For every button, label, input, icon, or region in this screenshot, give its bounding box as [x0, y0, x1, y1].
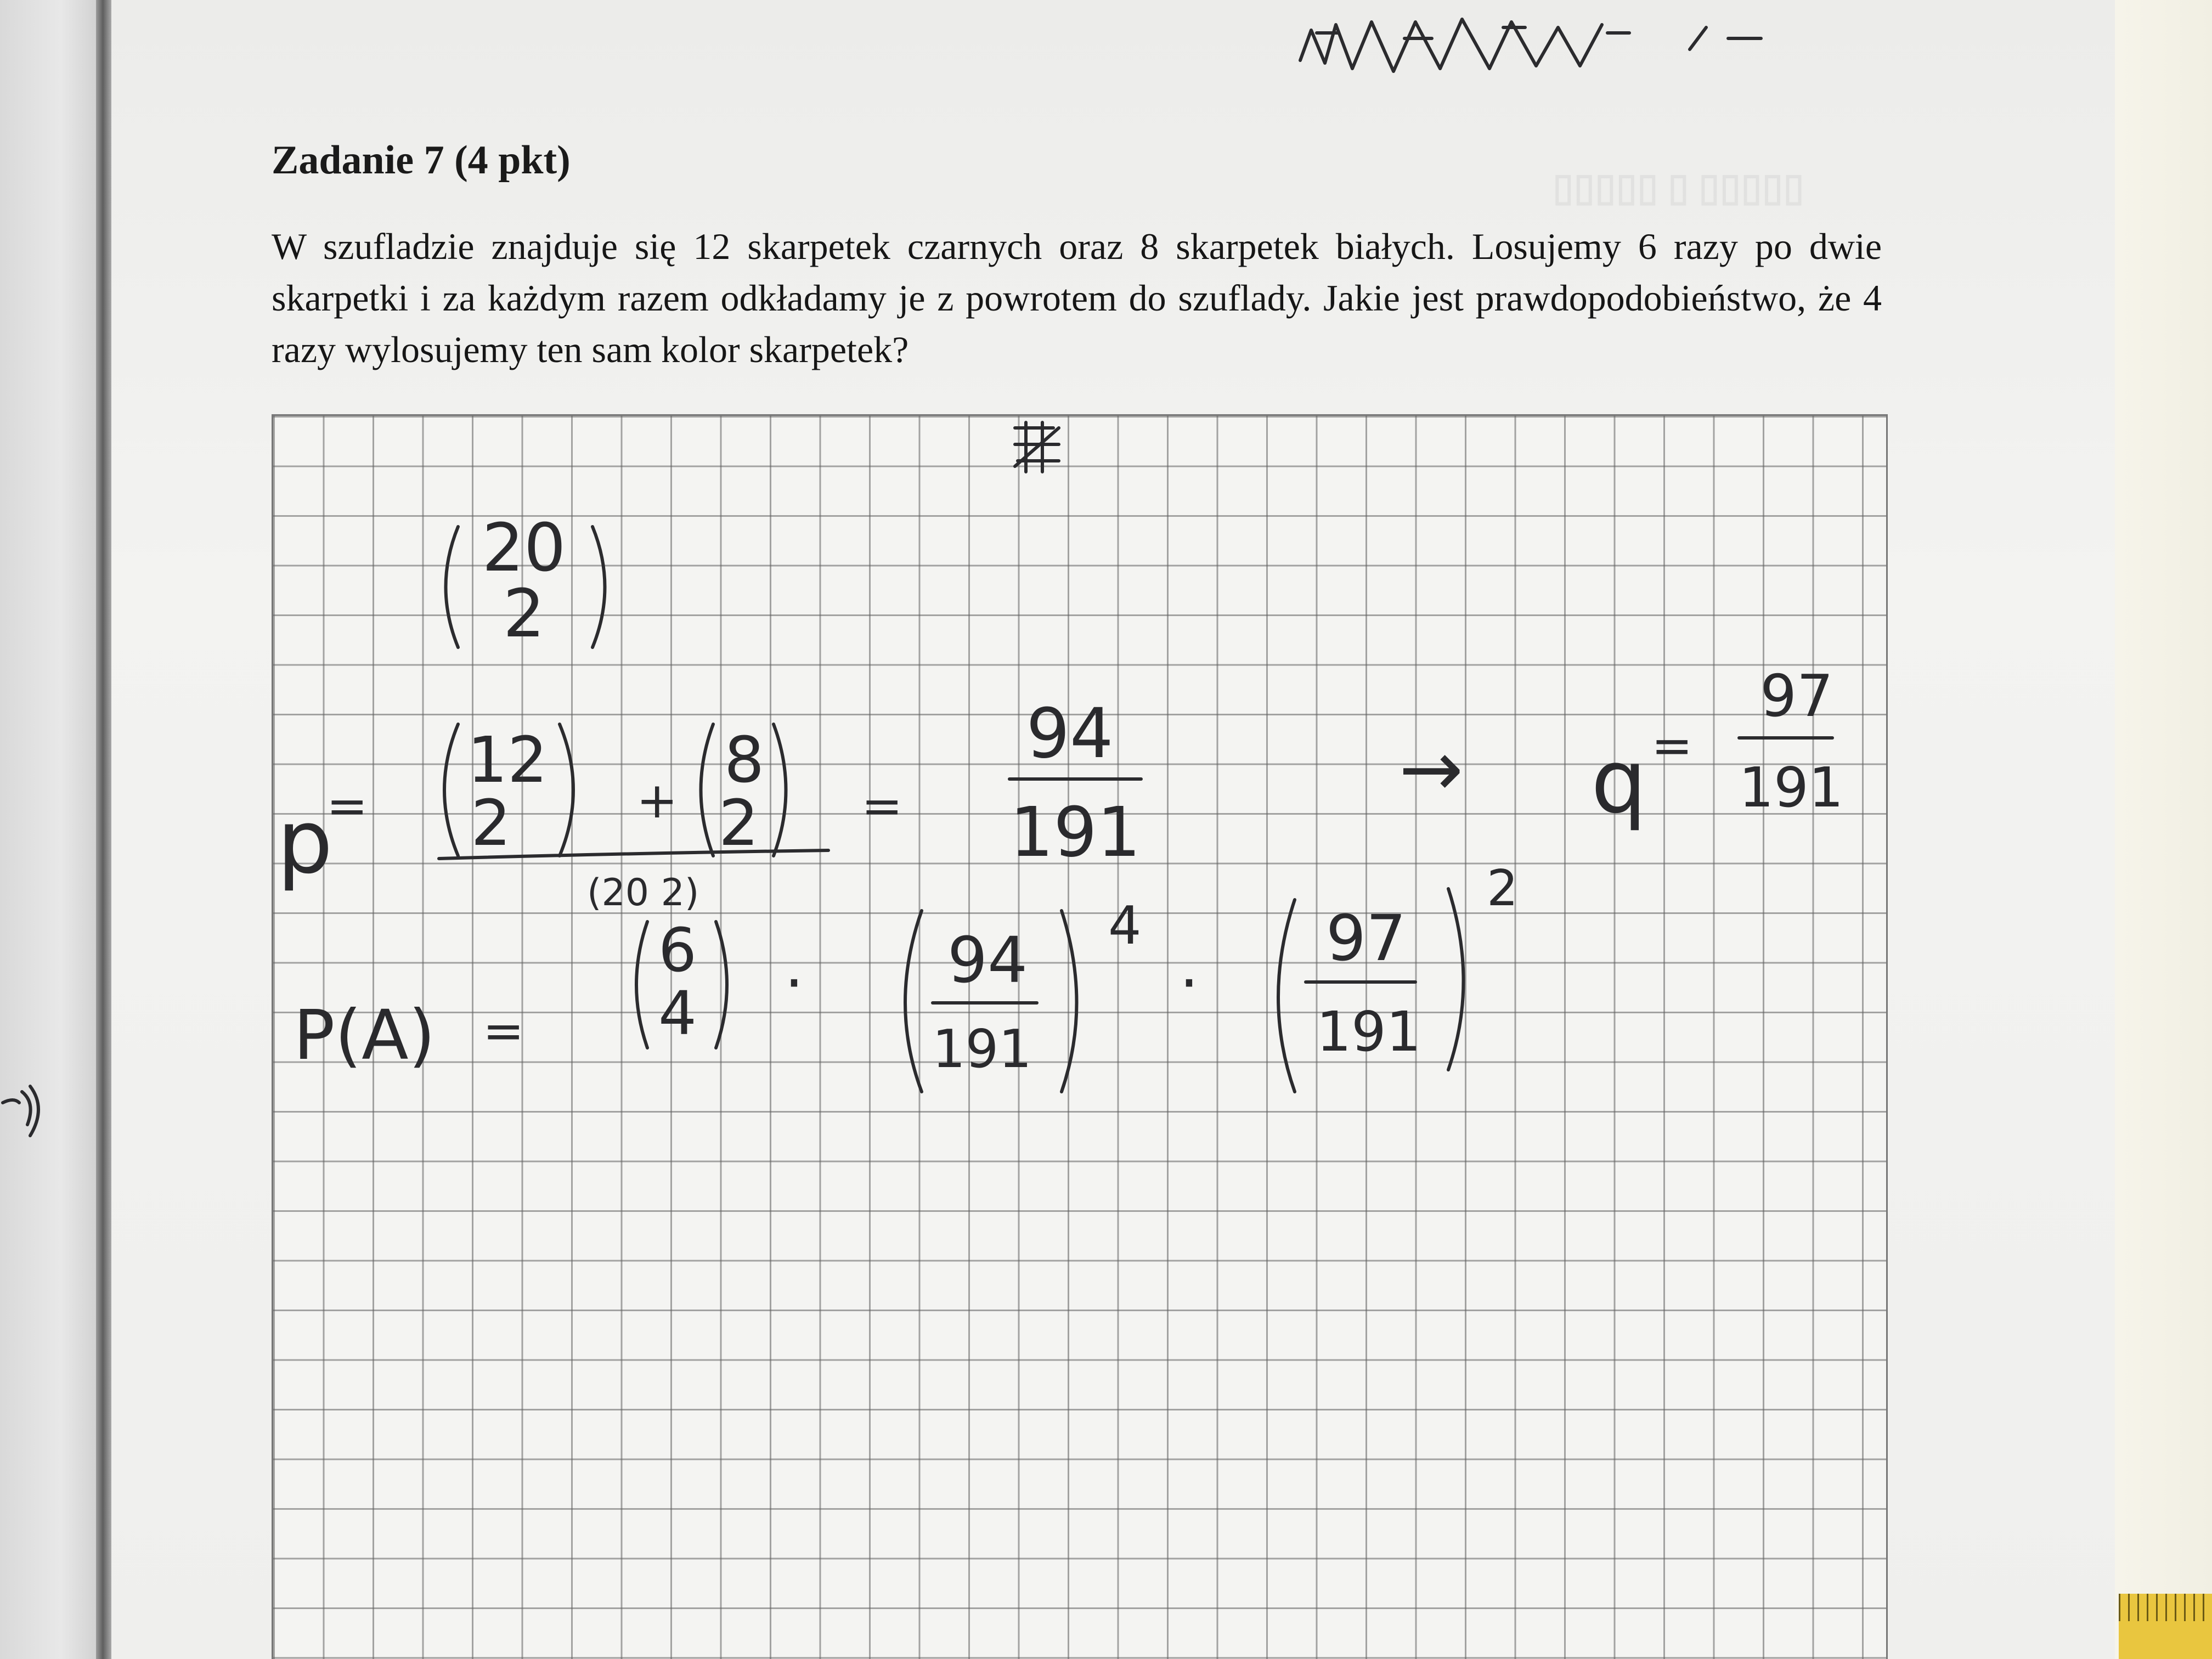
q-numerator: 97: [1760, 663, 1833, 730]
factor2-exponent: 2: [1487, 860, 1519, 917]
crossed-mark: [1015, 422, 1059, 472]
q-denominator: 191: [1739, 755, 1844, 820]
task-title: Zadanie 7 (4 pkt): [272, 138, 571, 183]
denominator-note: (20 2): [587, 871, 699, 915]
q-label: q: [1591, 730, 1647, 833]
p-denominator: 191: [1009, 793, 1141, 872]
factor-1: [905, 896, 1141, 1092]
p-numerator: 94: [1026, 694, 1114, 774]
factor2-denominator: 191: [1316, 1000, 1421, 1064]
factor-2: [1278, 860, 1518, 1092]
binom-total: [446, 510, 605, 652]
plus-sign: +: [636, 772, 678, 830]
dot-2: ·: [1180, 948, 1199, 1018]
show-through-text: ▯▯▯▯▯ ▯ ▯▯▯▯▯: [1553, 167, 1804, 209]
binom-total-bottom: 2: [503, 576, 545, 652]
binom-trials: [636, 915, 727, 1048]
factor2-numerator: 97: [1325, 902, 1407, 975]
factor1-exponent: 4: [1108, 896, 1142, 956]
dot-1: ·: [785, 948, 804, 1018]
q-equals: =: [1651, 717, 1693, 775]
binom-black-bottom: 2: [471, 787, 511, 860]
binom-trials-top: 6: [658, 915, 697, 985]
binom-black-top: 12: [467, 724, 548, 797]
binom-total-top: 20: [482, 510, 566, 586]
factor1-denominator: 191: [932, 1019, 1032, 1080]
equals-2: =: [861, 777, 903, 835]
p-label: p: [277, 791, 333, 893]
binom-white-top: 8: [724, 724, 765, 797]
binom-white-bottom: 2: [719, 787, 759, 860]
binom-white: [701, 724, 786, 860]
task-text: W szufladzie znajduje się 12 skarpetek czarnych oraz 8 skarpetek białych. Losujemy 6 razy po dwie skarpetki i za każdym razem odkładamy je z powrotem do szuflady. Jakie jest prawdopodobieństwo, że 4 razy wylosujemy ten sam kolor skarpetek?: [272, 225, 1882, 370]
pa-equals: =: [483, 1002, 524, 1060]
arrow-icon: →: [1399, 725, 1464, 814]
pa-label: P(A): [294, 996, 436, 1075]
factor1-numerator: 94: [947, 924, 1028, 997]
p-equals: =: [326, 777, 368, 835]
binom-trials-bottom: 4: [658, 978, 697, 1048]
binom-black: [444, 724, 573, 860]
